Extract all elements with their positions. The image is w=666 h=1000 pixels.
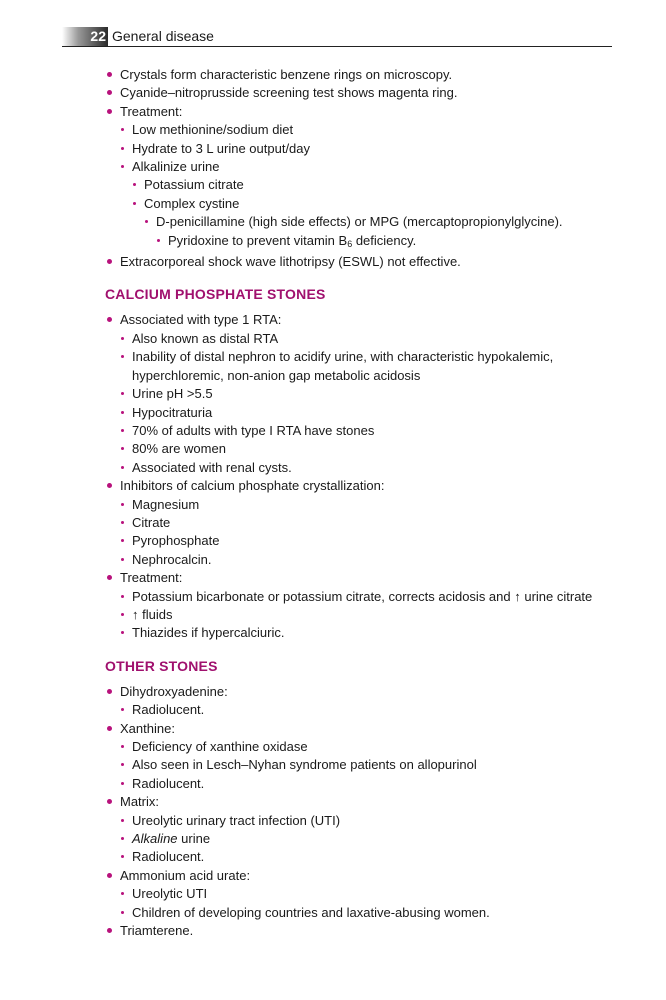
list-item: D-penicillamine (high side effects) or MPG (mercaptopropionylglycine). Pyridoxine to prevent vitamin B6 deficiency.: [144, 213, 616, 253]
list-item: Also seen in Lesch–Nyhan syndrome patients on allopurinol: [120, 756, 616, 774]
list-item: Children of developing countries and laxative-abusing women.: [120, 904, 616, 922]
list-item: Hypocitraturia: [120, 404, 616, 422]
list-item: Magnesium: [120, 496, 616, 514]
list-item: Radiolucent.: [120, 775, 616, 793]
section-heading-other-stones: OTHER STONES: [105, 657, 218, 674]
list-item: Citrate: [120, 514, 616, 532]
list-item: Xanthine: Deficiency of xanthine oxidase Also seen in Lesch–Nyhan syndrome patients on allopurinol Radiolucent.: [106, 720, 616, 794]
calcium-phosphate-list: [106, 311, 616, 642]
list-item: Crystals form characteristic benzene rings on microscopy.: [106, 66, 616, 84]
list-item: Treatment: Low methionine/sodium diet Hydrate to 3 L urine output/day Alkalinize urine Potassium citrate Complex cystine D-penicillamine (high side effects) or MPG (mercaptopropionylglycine). Pyridoxine to prevent vitamin B6 deficiency.: [106, 103, 616, 253]
cystine-list: [106, 66, 616, 271]
list-item: Extracorporeal shock wave lithotripsy (ESWL) not effective.: [106, 253, 616, 271]
list-item: Also known as distal RTA: [120, 330, 616, 348]
other-stones-list: [106, 683, 616, 941]
list-item: Inability of distal nephron to acidify urine, with characteristic hypokalemic, hyperchloremic, non-anion gap metabolic acidosis: [120, 348, 616, 385]
list-item: Low methionine/sodium diet: [120, 121, 616, 139]
list-item: Potassium bicarbonate or potassium citrate, corrects acidosis and ↑ urine citrate: [120, 588, 616, 606]
list-item: Pyrophosphate: [120, 532, 616, 550]
list-item: Ureolytic UTI: [120, 885, 616, 903]
running-header: [62, 27, 612, 47]
list-item: Radiolucent.: [120, 848, 616, 866]
list-item: Radiolucent.: [120, 701, 616, 719]
list-item: Matrix: Ureolytic urinary tract infection (UTI) Alkaline urine Radiolucent.: [106, 793, 616, 867]
list-item: Treatment: Potassium bicarbonate or potassium citrate, corrects acidosis and ↑ urine citrate ↑ fluids Thiazides if hypercalciuric.: [106, 569, 616, 643]
list-item: Hydrate to 3 L urine output/day: [120, 140, 616, 158]
list-item: Pyridoxine to prevent vitamin B6 deficiency.: [156, 232, 616, 253]
list-item: ↑ fluids: [120, 606, 616, 624]
list-item: Inhibitors of calcium phosphate crystallization: Magnesium Citrate Pyrophosphate Nephrocalcin.: [106, 477, 616, 569]
list-item: Complex cystine D-penicillamine (high side effects) or MPG (mercaptopropionylglycine). Pyridoxine to prevent vitamin B6 deficiency.: [132, 195, 616, 253]
page-number-box: [62, 27, 108, 46]
list-item: Cyanide–nitroprusside screening test shows magenta ring.: [106, 84, 616, 102]
chapter-title: General disease: [112, 28, 214, 44]
list-item: Ammonium acid urate: Ureolytic UTI Children of developing countries and laxative-abusing women.: [106, 867, 616, 922]
list-item: Dihydroxyadenine: Radiolucent.: [106, 683, 616, 720]
list-item: 70% of adults with type I RTA have stones: [120, 422, 616, 440]
list-item: Nephrocalcin.: [120, 551, 616, 569]
list-item: Alkaline urine: [120, 830, 616, 848]
page-number: 22: [90, 28, 106, 44]
list-item: Potassium citrate: [132, 176, 616, 194]
list-item: Triamterene.: [106, 922, 616, 940]
list-item: Alkalinize urine Potassium citrate Complex cystine D-penicillamine (high side effects) or MPG (mercaptopropionylglycine). Pyridoxine to prevent vitamin B6 deficiency.: [120, 158, 616, 253]
page-content: [106, 66, 616, 940]
list-item: Urine pH >5.5: [120, 385, 616, 403]
list-item: Deficiency of xanthine oxidase: [120, 738, 616, 756]
list-item: Associated with renal cysts.: [120, 459, 616, 477]
list-item: 80% are women: [120, 440, 616, 458]
section-heading-calcium-phosphate: CALCIUM PHOSPHATE STONES: [105, 286, 326, 303]
list-item: Thiazides if hypercalciuric.: [120, 624, 616, 642]
list-item: Associated with type 1 RTA: Also known as distal RTA Inability of distal nephron to acidify urine, with characteristic hypokalemic, hyperchloremic, non-anion gap metabolic acidosis Urine pH >5.5 Hypocitraturia 70% of adults with type I RTA have stones 80% are women Associated with renal cysts.: [106, 311, 616, 477]
list-item: Ureolytic urinary tract infection (UTI): [120, 812, 616, 830]
